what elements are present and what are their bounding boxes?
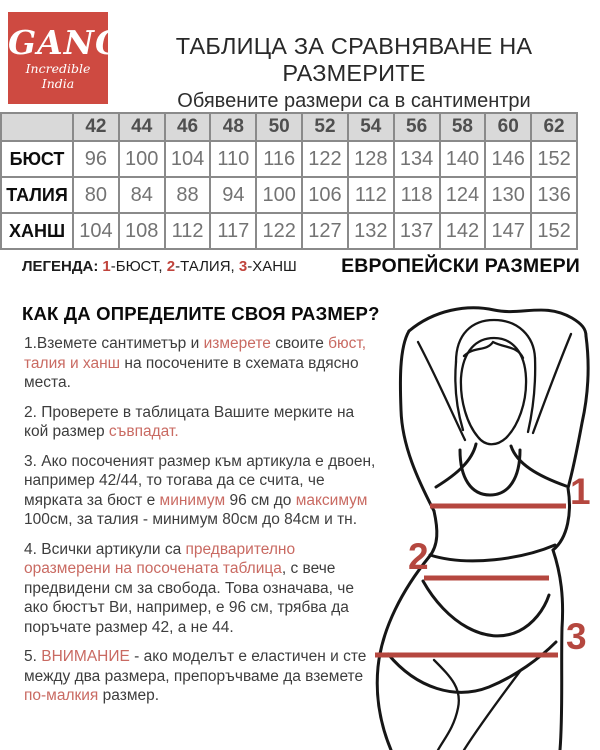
left-torso-line (429, 511, 437, 557)
step-highlight-text: бюст, талия и ханш (24, 335, 367, 372)
size-value-cell: 116 (256, 141, 302, 177)
size-value-cell: 132 (348, 213, 394, 249)
size-value-cell: 152 (531, 141, 577, 177)
size-column-header: 60 (485, 113, 531, 141)
size-value-cell: 84 (119, 177, 165, 213)
size-value-cell: 104 (73, 213, 119, 249)
page-title: ТАБЛИЦА ЗА СРАВНЯВАНЕ НА РАЗМЕРИТЕ (175, 33, 533, 86)
legend-label: ЛЕГЕНДА: (22, 258, 99, 275)
size-value-cell: 106 (302, 177, 348, 213)
step-text: 1.Вземете сантиметър и (24, 335, 204, 352)
step-4 (24, 540, 376, 638)
size-value-cell: 118 (394, 177, 440, 213)
step-text: 3. Ако посоченият размер към артикула е двоен, например 42/44, то тогава да се счита, че мярката за бюст е (24, 452, 376, 509)
size-value-cell: 147 (485, 213, 531, 249)
size-value-cell: 108 (119, 213, 165, 249)
step-highlight-text: максимум (295, 491, 368, 509)
measurement-row-label: БЮСТ (1, 141, 73, 177)
size-column-header: 48 (210, 113, 256, 141)
size-value-cell: 117 (210, 213, 256, 249)
woman-outline-illustration (372, 298, 600, 750)
legend-item-waist: -ТАЛИЯ, (175, 258, 239, 275)
left-shoulder-line (436, 444, 476, 487)
legend-num-waist: 2 (166, 258, 176, 275)
legend-num-bust: 1 (102, 258, 111, 275)
measurement-row-label: ТАЛИЯ (1, 177, 73, 213)
right-torso-line (553, 488, 569, 550)
hip-top-curve (423, 581, 549, 636)
right-inner-thigh-line (464, 670, 521, 750)
size-value-cell: 100 (256, 177, 302, 213)
size-value-cell: 122 (302, 141, 348, 177)
size-value-cell: 134 (394, 141, 440, 177)
brand-logo (8, 12, 125, 104)
step-highlight-text: предварително оразмерени на посочената таблица (24, 540, 296, 577)
size-value-cell: 112 (348, 177, 394, 213)
right-hip-outline (553, 550, 563, 750)
size-value-cell: 137 (394, 213, 440, 249)
step-highlight-text: измерете (203, 335, 271, 352)
size-value-cell: 110 (210, 141, 256, 177)
face-outline (461, 338, 526, 444)
title-block (108, 33, 600, 113)
measurement-row (1, 213, 577, 249)
size-column-header: 52 (302, 113, 348, 141)
how-to-heading: КАК ДА ОПРЕДЕЛИТЕ СВОЯ РАЗМЕР? (22, 303, 380, 324)
legend-item-hips: -ХАНШ (247, 258, 297, 275)
step-2 (24, 403, 376, 442)
step-text: своите (270, 335, 329, 352)
hips-line-label: 3 (566, 616, 587, 657)
left-forearm-line (418, 342, 465, 440)
step-text: размер. (98, 687, 160, 704)
size-value-cell: 128 (348, 141, 394, 177)
size-column-header: 62 (531, 113, 577, 141)
arms-top-outline (409, 308, 586, 336)
waist-line-label: 2 (408, 536, 429, 577)
size-value-cell: 122 (256, 213, 302, 249)
measurement-row (1, 141, 577, 177)
size-value-cell: 142 (440, 213, 486, 249)
measurement-figure (372, 298, 600, 750)
size-value-cell: 140 (440, 141, 486, 177)
waistband-line (430, 545, 555, 561)
hair-right-outline (528, 358, 535, 432)
left-inner-thigh-line (434, 660, 459, 750)
size-column-header: 46 (165, 113, 211, 141)
table-corner-cell (1, 113, 73, 141)
left-arm-outline (400, 331, 434, 511)
size-column-header: 56 (394, 113, 440, 141)
step-text: 4. Всички артикули са (24, 540, 186, 558)
step-text: на посочените в схемата вдясно места. (24, 354, 359, 391)
step-5 (24, 647, 376, 706)
european-sizes-title: ЕВРОПЕЙСКИ РАЗМЕРИ (341, 255, 580, 277)
bust-line-label: 1 (570, 471, 591, 512)
step-text: - ако моделът е еластичен и сте между два размера, препоръчваме да вземете (24, 648, 367, 685)
legend-row (22, 255, 580, 278)
step-1 (24, 334, 376, 393)
brand-name: GANG (8, 22, 125, 62)
page-subtitle: Обявените размери са в сантиментри (177, 90, 531, 112)
measurement-row-label: ХАНШ (1, 213, 73, 249)
size-value-cell: 124 (440, 177, 486, 213)
legend-num-hips: 3 (238, 258, 248, 275)
step-text: 100см, за талия - минимум 80см до 84см и тн. (24, 511, 358, 528)
legend (22, 258, 297, 275)
underwear-bottom-curve (388, 642, 556, 692)
step-highlight-text: съвпадат. (108, 423, 179, 440)
right-forearm-line (533, 334, 571, 433)
size-table (0, 112, 578, 250)
size-column-header: 42 (73, 113, 119, 141)
size-column-header: 50 (256, 113, 302, 141)
size-value-cell: 146 (485, 141, 531, 177)
size-column-header: 44 (119, 113, 165, 141)
step-text: 5. (24, 648, 42, 665)
how-to-steps (24, 334, 376, 716)
size-column-header: 54 (348, 113, 394, 141)
step-highlight-text: минимум (159, 491, 226, 509)
size-column-header: 58 (440, 113, 486, 141)
size-value-cell: 104 (165, 141, 211, 177)
size-value-cell: 152 (531, 213, 577, 249)
size-value-cell: 96 (73, 141, 119, 177)
step-text: 2. Проверете в таблицата Вашите мерките на кой размер (24, 403, 355, 440)
size-value-cell: 94 (210, 177, 256, 213)
size-value-cell: 80 (73, 177, 119, 213)
size-value-cell: 100 (119, 141, 165, 177)
legend-item-bust: -БЮСТ, (110, 258, 167, 275)
step-text: , с вече предвидени см за свобода. Това означава, че ако бюстът Ви, например, е 96 см, трябва да поръчате размер 42, а не 44. (24, 560, 354, 636)
size-value-cell: 127 (302, 213, 348, 249)
brand-tagline: Incredible India (25, 60, 91, 91)
size-value-cell: 88 (165, 177, 211, 213)
size-header-row (1, 113, 577, 141)
size-value-cell: 130 (485, 177, 531, 213)
size-value-cell: 136 (531, 177, 577, 213)
measurement-row (1, 177, 577, 213)
step-text: 96 см до (225, 491, 296, 509)
step-highlight-text: ВНИМАНИЕ (41, 648, 130, 665)
step-highlight-text: по-малкия (24, 687, 99, 704)
right-arm-outline (568, 336, 588, 488)
step-3 (24, 452, 376, 530)
size-value-cell: 112 (165, 213, 211, 249)
